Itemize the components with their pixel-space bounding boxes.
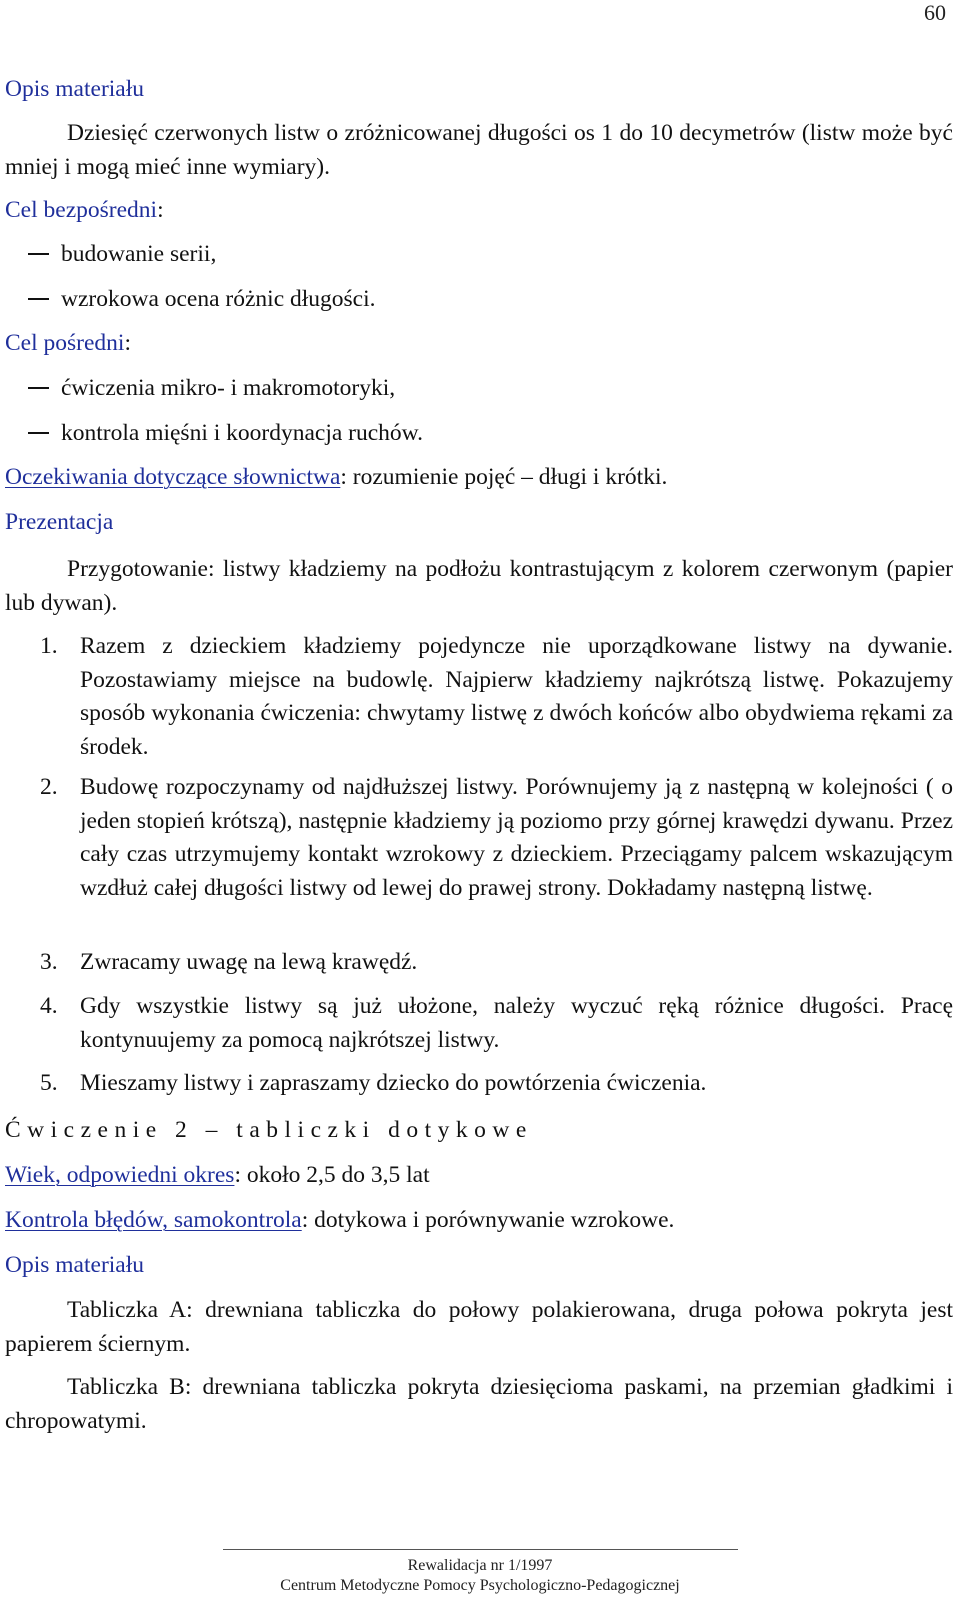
- numbered-step: [40, 630, 953, 764]
- list-item-text: budowanie serii,: [61, 241, 217, 267]
- list-item: [28, 282, 376, 316]
- list-item: [28, 237, 216, 271]
- step-text: Zwracamy uwagę na lewą krawędź.: [80, 949, 418, 975]
- dash-bullet: [28, 298, 49, 300]
- step-number: 5.: [40, 1070, 58, 1096]
- oczekiwania-text: : rozumienie pojęć – długi i krótki.: [340, 464, 668, 490]
- footer-line-2: Centrum Metodyczne Pomocy Psychologiczno-Pedagogicznej: [280, 1577, 680, 1594]
- opis-paragraph: Dziesięć czerwonych listw o zróżnicowanej długości os 1 do 10 decymetrów (listw może być mniej i mogą mieć inne wymiary).: [5, 120, 953, 180]
- tabliczka-b-paragraph: Tabliczka B: drewniana tabliczka pokryta dziesięcioma paskami, na przemian gładkimi i chropowatymi.: [5, 1374, 953, 1434]
- page-number: 60: [924, 0, 946, 25]
- step-number: 1.: [40, 633, 58, 659]
- footer-line-1: Rewalidacja nr 1/1997: [407, 1557, 553, 1574]
- wiek-line: [5, 1158, 430, 1192]
- dash-bullet: [28, 253, 49, 255]
- oczekiwania-label: Oczekiwania dotyczące słownictwa: [5, 464, 341, 490]
- exercise-title: Ćwiczenie 2 – tabliczki dotykowe: [5, 1117, 533, 1143]
- kontrola-value: : dotykowa i porównywanie wzrokowe.: [301, 1207, 675, 1233]
- cel-bezposredni-colon: :: [157, 197, 164, 223]
- step-number: 2.: [40, 774, 58, 800]
- tabliczka-a-paragraph: Tabliczka A: drewniana tabliczka do połowy polakierowana, druga połowa pokryta jest papierem ściernym.: [5, 1297, 953, 1357]
- wiek-label: Wiek, odpowiedni okres: [5, 1162, 235, 1188]
- footer-divider: [223, 1549, 738, 1550]
- dash-bullet: [28, 432, 49, 434]
- list-item-text: wzrokowa ocena różnic długości.: [61, 286, 376, 312]
- oczekiwania-line: [5, 460, 667, 494]
- list-item-text: ćwiczenia mikro- i makromotoryki,: [61, 375, 396, 401]
- kontrola-line: [5, 1203, 674, 1237]
- section-heading-cel-bezposredni: [5, 193, 164, 227]
- step-text: Mieszamy listwy i zapraszamy dziecko do powtórzenia ćwiczenia.: [80, 1070, 707, 1096]
- list-item: [28, 371, 395, 405]
- list-item: [28, 416, 423, 450]
- step-number: 4.: [40, 993, 58, 1019]
- numbered-step: [40, 990, 953, 1057]
- kontrola-label: Kontrola błędów, samokontrola: [5, 1207, 302, 1233]
- numbered-step: [40, 1067, 953, 1101]
- section-heading-cel-posredni: [5, 326, 131, 360]
- section-heading-prezentacja: Prezentacja: [5, 509, 114, 535]
- cel-posredni-colon: :: [124, 330, 131, 356]
- dash-bullet: [28, 387, 49, 389]
- numbered-step: [40, 946, 953, 980]
- list-item-text: kontrola mięśni i koordynacja ruchów.: [61, 420, 423, 446]
- step-number: 3.: [40, 949, 58, 975]
- numbered-step: [40, 771, 953, 905]
- section-heading-opis-2: Opis materiału: [5, 1252, 145, 1278]
- step-text: Gdy wszystkie listwy są już ułożone, należy wyczuć ręką różnice długości. Pracę kontynuujemy za pomocą najkrótszej listwy.: [80, 993, 953, 1053]
- section-heading-opis: Opis materiału: [5, 76, 145, 102]
- cel-bezposredni-label: Cel bezpośredni: [5, 197, 158, 223]
- step-text: Budowę rozpoczynamy od najdłuższej listwy. Porównujemy ją z następną w kolejności ( o jeden stopień krótszą), następnie kładziemy ją poziomo przy górnej krawędzi dywanu. Przez cały czas utrzymujemy kontakt wzrokowy z dzieckiem. Przeciągamy palcem wskazującym wzdłuż całej długości listwy od lewej do prawej strony. Dokładamy następną listwę.: [80, 774, 953, 901]
- step-text: Razem z dzieckiem kładziemy pojedyncze nie uporządkowane listwy na dywanie. Pozostawiamy miejsce na budowlę. Najpierw kładziemy najkrótszą listwę. Pokazujemy sposób wykonania ćwiczenia: chwytamy listwę z dwóch końców albo obydwiema rękami za środek.: [80, 633, 953, 760]
- cel-posredni-label: Cel pośredni: [5, 330, 125, 356]
- wiek-value: : około 2,5 do 3,5 lat: [234, 1162, 430, 1188]
- prezentacja-intro: Przygotowanie: listwy kładziemy na podłożu kontrastującym z kolorem czerwonym (papier lub dywan).: [5, 556, 953, 616]
